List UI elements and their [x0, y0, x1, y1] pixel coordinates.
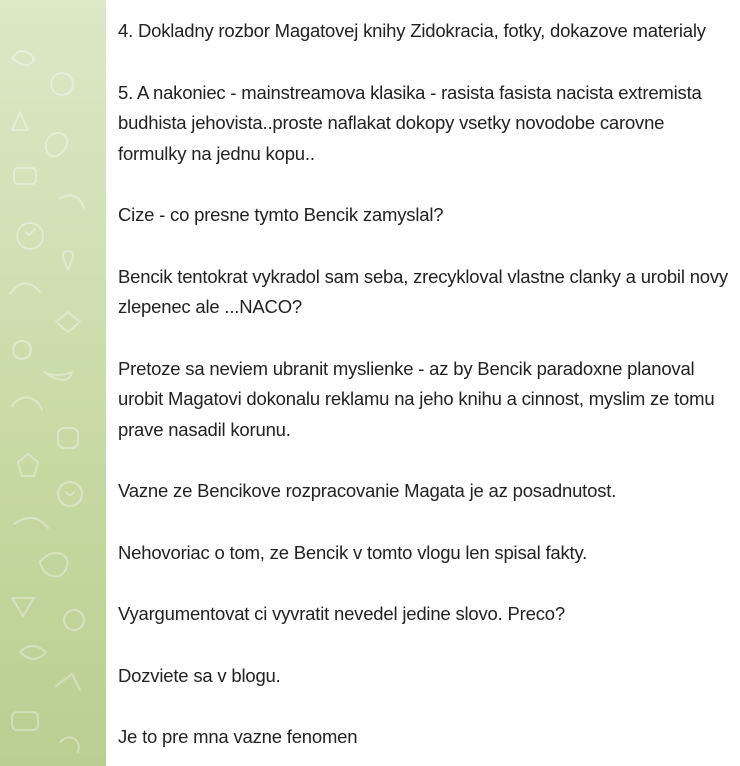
message-paragraph: Cize - co presne tymto Bencik zamyslal? [118, 204, 444, 225]
message-paragraph: Bencik tentokrat vykradol sam seba, zrecykloval vlastne clanky a urobil novy zlepenec ale ...NACO? [118, 265, 728, 317]
message-paragraph: Pretoze sa neviem ubranit myslienke - az by Bencik paradoxne planoval urobit Magatovi dokonalu reklamu na jeho knihu a cinnost, myslim ze tomu prave nasadil korunu. [118, 357, 715, 440]
message-paragraph: Vazne ze Bencikove rozpracovanie Magata je az posadnutost. [118, 480, 617, 501]
message-paragraph: Vyargumentovat ci vyvratit nevedel jedine slovo. Preco? [118, 603, 565, 624]
doodle-pattern-icon [0, 0, 106, 766]
message-text [118, 16, 734, 766]
message-bubble [106, 0, 740, 766]
message-paragraph: 5. A nakoniec - mainstreamova klasika - rasista fasista nacista extremista budhista jehovista..proste naflakat dokopy vsetky novodobe carovne formulky na jednu kopu.. [118, 81, 702, 164]
message-paragraph: Je to pre mna vazne fenomen [118, 726, 358, 747]
chat-wallpaper [0, 0, 106, 766]
message-paragraph: Nehovoriac o tom, ze Bencik v tomto vlogu len spisal fakty. [118, 541, 588, 563]
message-paragraph: Dozviete sa v blogu. [118, 664, 281, 686]
message-paragraph: 4. Dokladny rozbor Magatovej knihy Zidokracia, fotky, dokazove materialy [118, 20, 706, 41]
